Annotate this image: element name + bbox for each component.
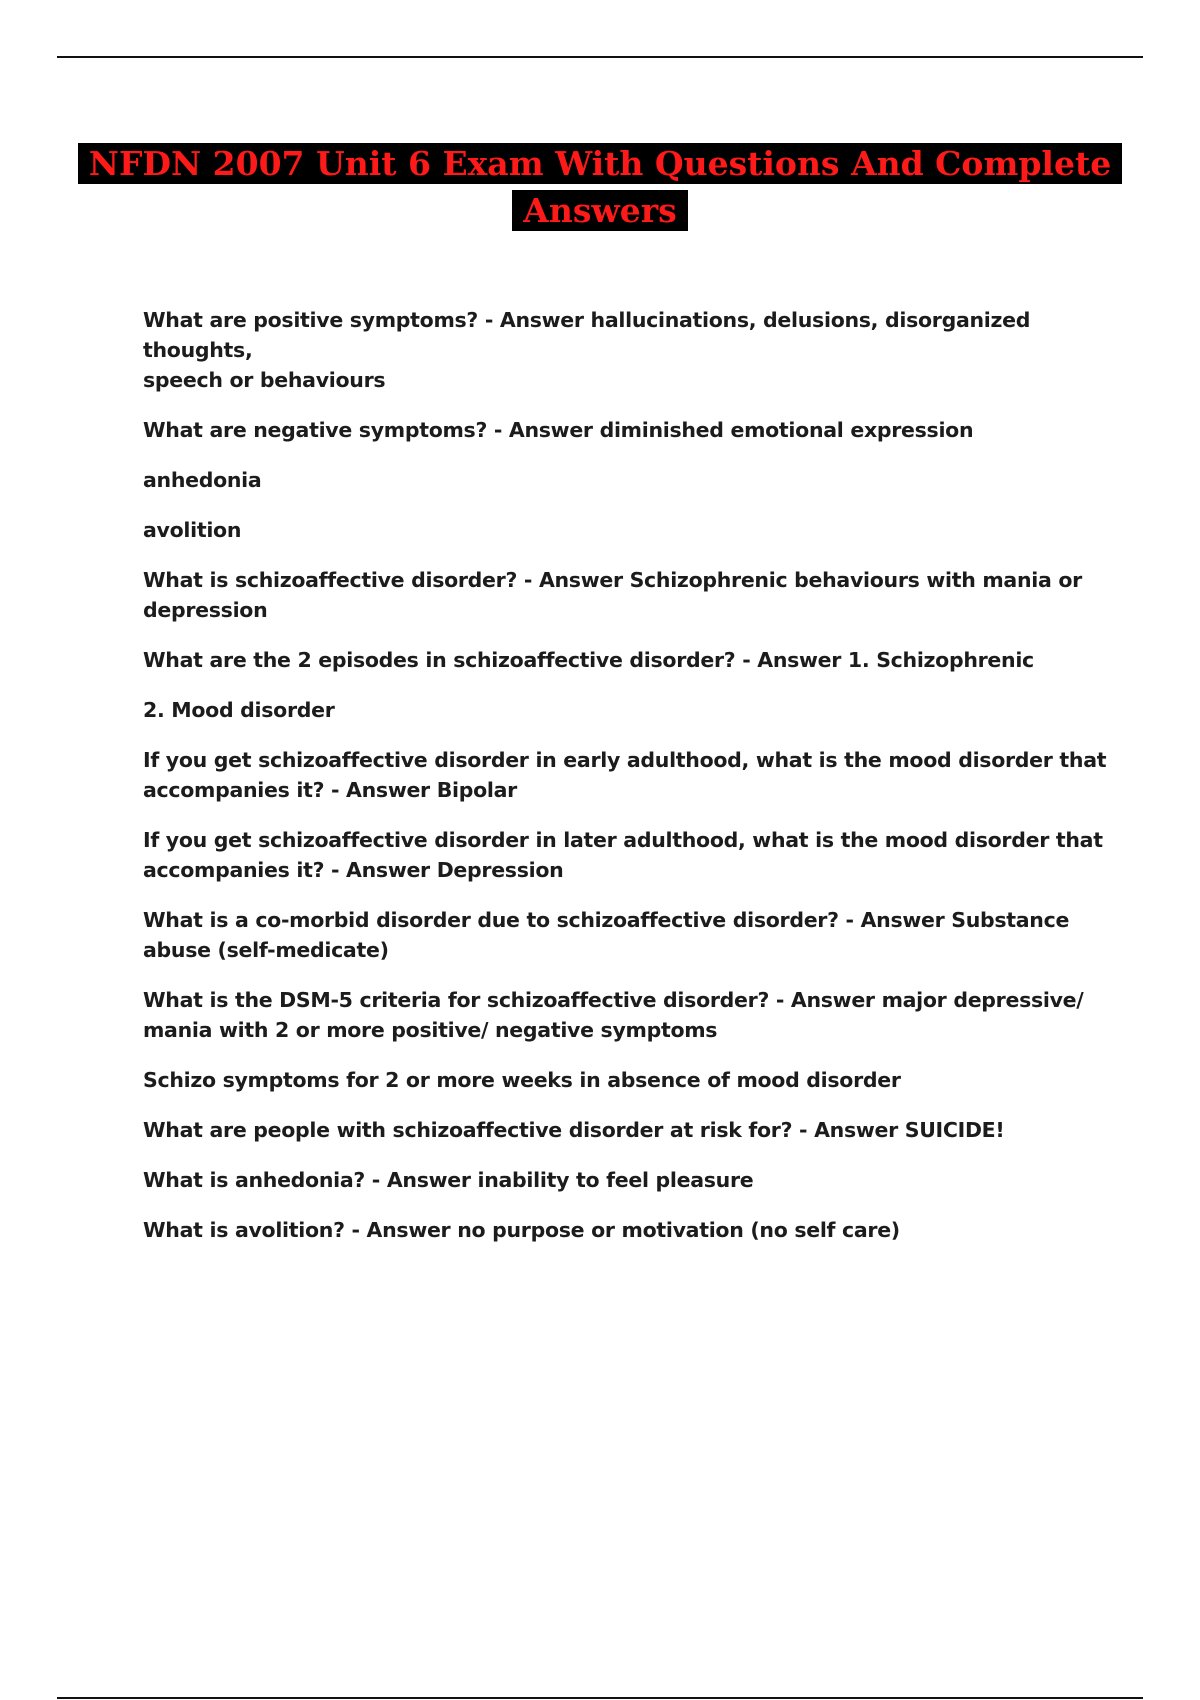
paragraph-anhedonia-definition: What is anhedonia? - Answer inability to feel pleasure [143,1168,754,1192]
paragraph-comorbid: What is a co-morbid disorder due to schizoaffective disorder? - Answer Substance abuse (self-medicate) [143,908,1070,962]
paragraph-risk: What are people with schizoaffective disorder at risk for? - Answer SUICIDE! [143,1118,1005,1142]
top-rule [57,56,1143,58]
bottom-rule [57,1697,1143,1699]
paragraph-avolition: avolition [143,518,242,542]
paragraph-negative-symptoms: What are negative symptoms? - Answer diminished emotional expression [143,418,974,442]
paragraph-later-adulthood: If you get schizoaffective disorder in later adulthood, what is the mood disorder that accompanies it? - Answer Depression [143,828,1103,882]
title-line-1: NFDN 2007 Unit 6 Exam With Questions And Complete [78,143,1122,184]
paragraph-mood-disorder: 2. Mood disorder [143,698,335,722]
paragraph-early-adulthood: If you get schizoaffective disorder in early adulthood, what is the mood disorder that accompanies it? - Answer Bipolar [143,748,1107,802]
document-title [0,143,1200,231]
paragraph-avolition-definition: What is avolition? - Answer no purpose or motivation (no self care) [143,1218,900,1242]
paragraph-dsm5-criteria: What is the DSM-5 criteria for schizoaffective disorder? - Answer major depressive/ mania with 2 or more positive/ negative symptoms [143,988,1084,1042]
document-body [143,305,1108,1265]
paragraph-positive-symptoms: What are positive symptoms? - Answer hallucinations, delusions, disorganized thoughts, speech or behaviours [143,308,1031,392]
paragraph-schizoaffective-definition: What is schizoaffective disorder? - Answer Schizophrenic behaviours with mania or depression [143,568,1082,622]
paragraph-two-episodes: What are the 2 episodes in schizoaffective disorder? - Answer 1. Schizophrenic [143,648,1034,672]
paragraph-schizo-symptoms-duration: Schizo symptoms for 2 or more weeks in absence of mood disorder [143,1068,901,1092]
paragraph-anhedonia: anhedonia [143,468,262,492]
title-line-2: Answers [512,190,688,231]
